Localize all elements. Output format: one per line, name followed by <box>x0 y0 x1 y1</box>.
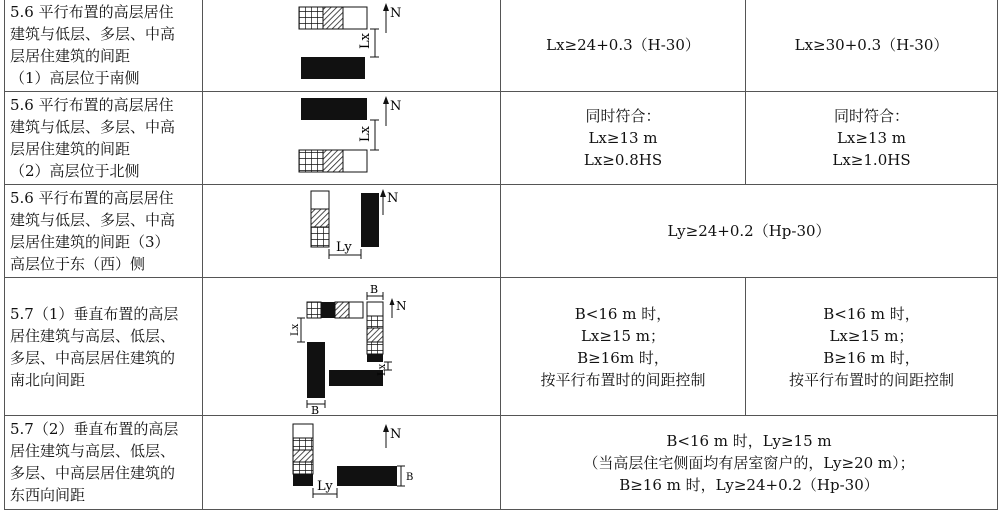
desc-line: 高层位于东（西）侧 <box>10 255 146 273</box>
north-arrow-icon <box>390 298 395 305</box>
distance-label: Ly <box>317 479 333 494</box>
width-label: B <box>406 472 414 483</box>
north-label: N <box>396 299 407 313</box>
value-line: 按平行布置时的间距控制 <box>788 370 954 389</box>
distance-label: Lx <box>377 363 388 376</box>
distance-label: Ly <box>336 240 352 255</box>
desc-line: 5.7（2）垂直布置的高层 <box>10 420 179 438</box>
desc-line: 多层、中高层居住建筑的 <box>10 348 176 367</box>
north-label: N <box>390 427 402 442</box>
desc-line: 建筑与低层、多层、中高 <box>10 118 176 136</box>
parallel-north-diagram <box>203 92 501 181</box>
desc-line: 多层、中高层居住建筑的 <box>10 464 176 482</box>
value-line: Lx≥13 m <box>588 129 658 147</box>
north-arrow-icon <box>383 3 389 11</box>
table-row <box>5 185 998 278</box>
value-line: 按平行布置时的间距控制 <box>540 370 706 389</box>
spacing-table <box>4 0 998 510</box>
desc-line: 南北向间距 <box>10 370 86 389</box>
value-line: B≥16m 时， <box>577 348 669 367</box>
desc-line: 5.6 平行布置的高层居住 <box>10 189 174 207</box>
parallel-east-west-diagram <box>203 185 501 274</box>
north-arrow-icon <box>380 189 386 197</box>
low-building <box>361 193 379 247</box>
table-row <box>5 416 998 510</box>
desc-line: 居住建筑与高层、低层、 <box>10 326 176 345</box>
row-description <box>5 278 203 416</box>
value-line: Lx≥30+0.3（H-30） <box>794 36 949 54</box>
diagram-cell <box>203 278 501 416</box>
desc-line: 5.6 平行布置的高层居住 <box>10 96 174 114</box>
value-cell <box>501 278 746 416</box>
desc-line: 5.6 平行布置的高层居住 <box>10 3 174 21</box>
table-row <box>5 92 998 185</box>
width-label: B <box>370 283 379 296</box>
value-line: Lx≥15 m； <box>829 326 914 345</box>
value-cell-merged <box>501 416 998 510</box>
low-building <box>329 370 383 386</box>
value-line: B≥16 m 时，Ly≥24+0.2（Hp-30） <box>619 475 879 494</box>
value-cell <box>501 0 746 92</box>
row-description <box>5 92 203 185</box>
north-arrow-icon <box>383 96 389 104</box>
distance-label: Lx <box>358 126 373 142</box>
value-cell <box>746 0 998 92</box>
perpendicular-north-south-diagram <box>203 278 501 416</box>
desc-line: 建筑与低层、多层、中高 <box>10 25 176 43</box>
value-line: （当高层住宅侧面均有居室窗户的，Ly≥20 m）； <box>583 453 915 472</box>
value-cell <box>746 92 998 185</box>
value-cell <box>501 92 746 185</box>
north-label: N <box>390 6 402 21</box>
table-row <box>5 278 998 416</box>
width-label: B <box>311 404 320 416</box>
desc-line: 建筑与低层、多层、中高 <box>10 211 176 229</box>
low-building <box>301 57 365 79</box>
north-label: N <box>390 99 402 114</box>
desc-line: （1）高层位于南侧 <box>10 69 140 87</box>
value-line: B≥16 m 时， <box>823 348 920 367</box>
desc-line: 层居住建筑的间距 <box>10 47 131 65</box>
desc-line: 5.7（1）垂直布置的高层 <box>10 304 179 323</box>
value-line: B<16 m 时，Ly≥15 m <box>666 431 832 450</box>
value-line: Lx≥24+0.3（H-30） <box>546 36 700 54</box>
desc-line: 居住建筑与高层、低层、 <box>10 442 176 460</box>
row-description <box>5 416 203 510</box>
diagram-cell <box>203 416 501 510</box>
value-line: 同时符合： <box>585 107 661 125</box>
value-line: Ly≥24+0.2（Hp-30） <box>667 222 831 240</box>
value-line: Lx≥1.0HS <box>832 151 911 169</box>
desc-line: 东西向间距 <box>10 486 86 504</box>
desc-line: 层居住建筑的间距（3） <box>10 233 170 251</box>
value-line: Lx≥0.8HS <box>583 151 663 169</box>
value-line: Lx≥15 m； <box>580 326 666 345</box>
low-building <box>337 466 397 486</box>
value-cell-merged <box>501 185 998 278</box>
north-label: N <box>387 191 399 206</box>
value-line: B<16 m 时， <box>823 304 920 323</box>
diagram-cell <box>203 0 501 92</box>
low-building <box>301 98 367 120</box>
diagram-cell <box>203 92 501 185</box>
distance-label: Lx <box>358 33 373 49</box>
value-line: B<16 m 时， <box>574 304 672 323</box>
parallel-south-diagram <box>203 0 501 91</box>
distance-label: Lx <box>290 323 301 336</box>
row-description <box>5 0 203 92</box>
low-building <box>307 342 325 398</box>
table-row <box>5 0 998 92</box>
diagram-cell <box>203 185 501 278</box>
row-description <box>5 185 203 278</box>
value-line: 同时符合： <box>833 107 909 125</box>
desc-line: 层居住建筑的间距 <box>10 140 131 158</box>
north-arrow-icon <box>383 424 389 432</box>
value-line: Lx≥13 m <box>836 129 907 147</box>
value-cell <box>746 278 998 416</box>
desc-line: （2）高层位于北侧 <box>10 162 140 180</box>
perpendicular-east-west-diagram <box>203 416 501 510</box>
